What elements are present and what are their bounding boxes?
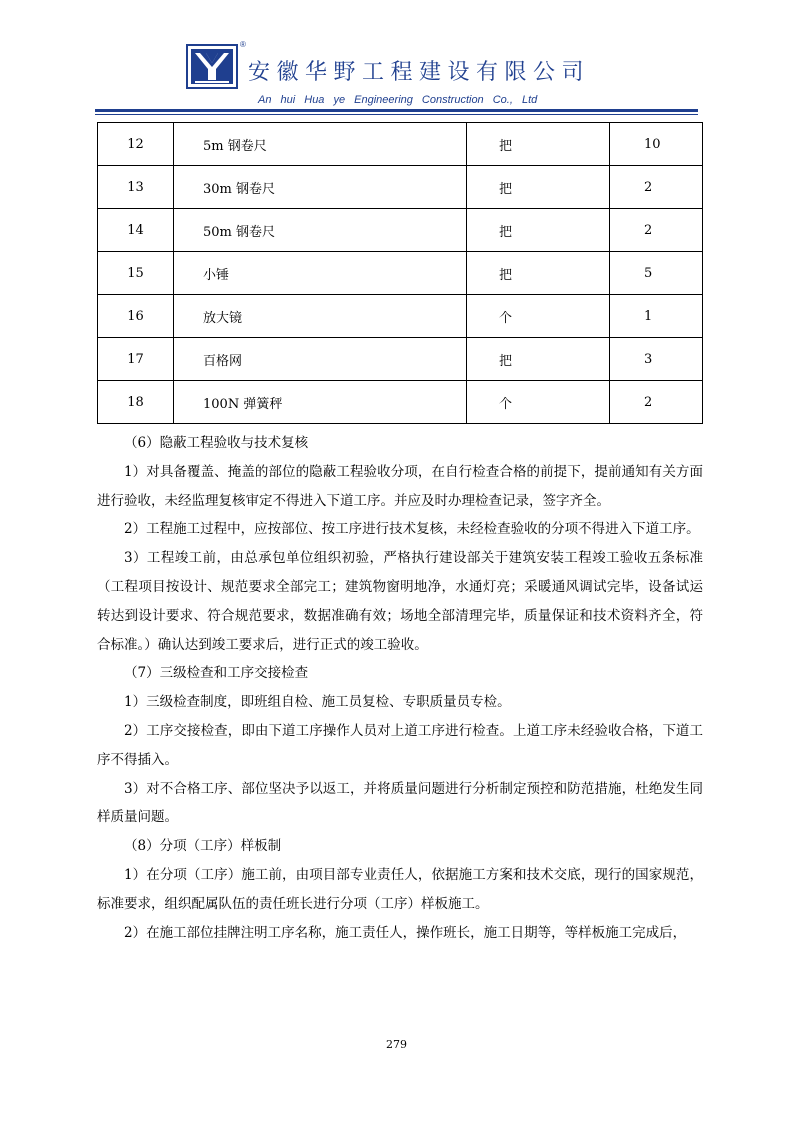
quantity-cell: 10 <box>610 123 703 166</box>
page-header <box>0 0 793 125</box>
header-rule-thin <box>95 114 698 115</box>
row-number: 18 <box>98 381 174 424</box>
tool-name: 放大镜 <box>174 295 467 338</box>
section-heading: （8）分项（工序）样板制 <box>124 838 282 855</box>
unit-cell: 把 <box>467 252 610 295</box>
quantity-cell: 2 <box>610 381 703 424</box>
section-heading: （6）隐蔽工程验收与技术复核 <box>124 435 309 451</box>
tool-name: 5m 钢卷尺 <box>174 123 467 166</box>
paragraph: 1）三级检查制度，即班组自检、施工员复检、专职质量员专检。 <box>124 694 511 711</box>
quantity-cell: 2 <box>610 166 703 209</box>
quantity-cell: 5 <box>610 252 703 295</box>
unit-cell: 个 <box>467 381 610 424</box>
tools-table <box>97 122 703 424</box>
paragraph: 2）工程施工过程中，应按部位、按工序进行技术复核，未经检查验收的分项不得进入下道工序。 <box>124 521 700 538</box>
row-number: 15 <box>98 252 174 295</box>
registered-mark: ® <box>240 40 246 49</box>
table-row <box>98 295 703 338</box>
row-number: 13 <box>98 166 174 209</box>
header-rule-thick <box>95 109 698 112</box>
paragraph: 3）对不合格工序、部位坚决予以返工，并将质量问题进行分析制定预控和防范措施，杜绝发生同样质量问题。 <box>97 780 703 826</box>
quantity-cell: 2 <box>610 209 703 252</box>
row-number: 14 <box>98 209 174 252</box>
table-row <box>98 381 703 424</box>
table-row <box>98 123 703 166</box>
table-row <box>98 252 703 295</box>
company-logo-icon <box>186 44 238 89</box>
paragraph: 1）在分项（工序）施工前，由项目部专业责任人，依据施工方案和技术交底，现行的国家规范，标准要求，组织配属队伍的责任班长进行分项（工序）样板施工。 <box>97 866 703 912</box>
company-name-en: An hui Hua ye Engineering Construction Co., Ltd <box>258 94 538 106</box>
tool-name: 小锤 <box>174 252 467 295</box>
row-number: 17 <box>98 338 174 381</box>
document-body <box>97 429 703 947</box>
table-row <box>98 209 703 252</box>
tool-name: 100N 弹簧秤 <box>174 381 467 424</box>
paragraph: 2）在施工部位挂牌注明工序名称，施工责任人，操作班长，施工日期等，等样板施工完成后， <box>124 924 687 941</box>
section-heading: （7）三级检查和工序交接检查 <box>124 665 309 682</box>
paragraph: 1）对具备覆盖、掩盖的部位的隐蔽工程验收分项，在自行检查合格的前提下，提前通知有关方面进行验收，未经监理复核审定不得进入下道工序。并应及时办理检查记录，签字齐全。 <box>97 463 703 509</box>
paragraph: 3）工程竣工前，由总承包单位组织初验，严格执行建设部关于建筑安装工程竣工验收五条标准（工程项目按设计、规范要求全部完工；建筑物窗明地净，水通灯亮；采暖通风调试完毕，设备试运转达到设计要求、符合规范要求，数据准确有效；场地全部清理完毕，质量保证和技术资料齐全，符合标准。）确认达到竣工要求后，进行正式的竣工验收。 <box>97 550 703 653</box>
page-number: 279 <box>386 1038 407 1051</box>
unit-cell: 把 <box>467 123 610 166</box>
tool-name: 50m 钢卷尺 <box>174 209 467 252</box>
tool-name: 30m 钢卷尺 <box>174 166 467 209</box>
company-name-cn: 安徽华野工程建设有限公司 <box>248 60 591 85</box>
unit-cell: 把 <box>467 166 610 209</box>
tool-name: 百格网 <box>174 338 467 381</box>
row-number: 16 <box>98 295 174 338</box>
quantity-cell: 1 <box>610 295 703 338</box>
unit-cell: 把 <box>467 338 610 381</box>
table-row <box>98 338 703 381</box>
quantity-cell: 3 <box>610 338 703 381</box>
unit-cell: 把 <box>467 209 610 252</box>
unit-cell: 个 <box>467 295 610 338</box>
table-row <box>98 166 703 209</box>
paragraph: 2）工序交接检查，即由下道工序操作人员对上道工序进行检查。上道工序未经验收合格，下道工序不得插入。 <box>97 722 703 768</box>
row-number: 12 <box>98 123 174 166</box>
